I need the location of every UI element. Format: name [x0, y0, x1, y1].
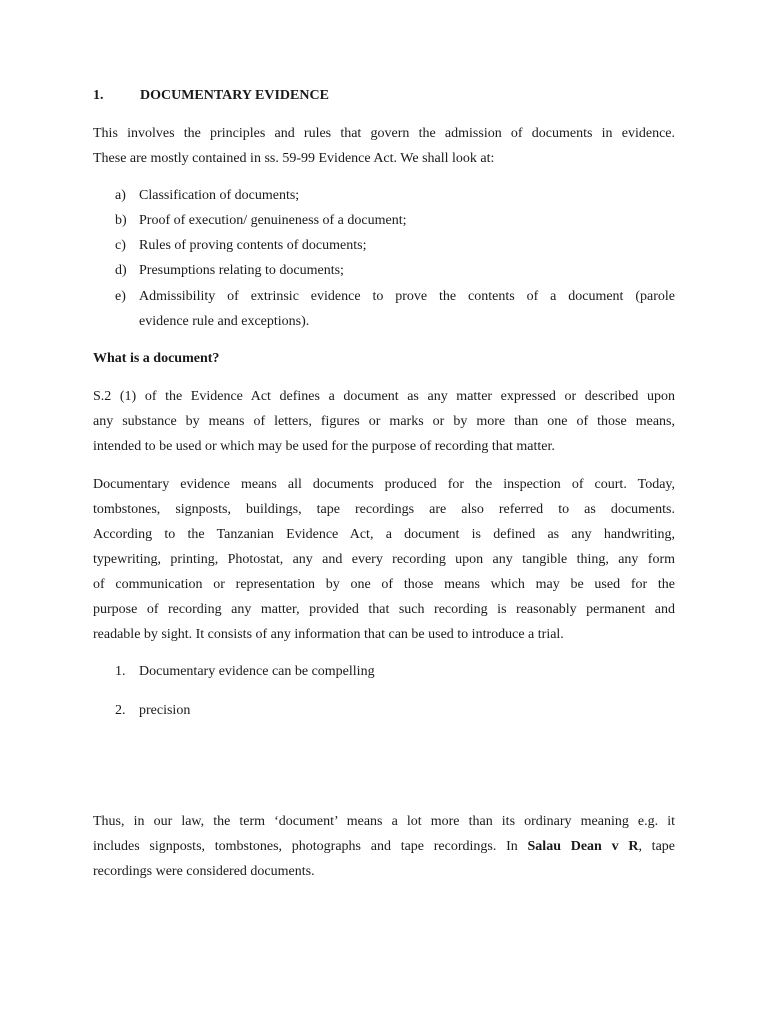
- paragraph-line: According to the Tanzanian Evidence Act, a document is defined as any handwriting,: [93, 527, 675, 542]
- definition-paragraph: [93, 384, 675, 459]
- paragraph-line: of communication or representation by one of those means which may be used for the: [93, 577, 675, 592]
- list-item-text: evidence rule and exceptions).: [139, 314, 310, 329]
- paragraph-line: These are mostly contained in ss. 59-99 Evidence Act. We shall look at:: [93, 151, 495, 166]
- list-item-text: Admissibility of extrinsic evidence to prove the contents of a document (parole: [139, 289, 675, 304]
- list-marker: 2.: [115, 703, 126, 718]
- paragraph-line: typewriting, printing, Photostat, any and every recording upon any tangible thing, any form: [93, 552, 675, 567]
- section-title: DOCUMENTARY EVIDENCE: [140, 88, 329, 103]
- list-marker: d): [115, 263, 127, 278]
- list-item-text: Presumptions relating to documents;: [139, 263, 344, 278]
- paragraph-line: readable by sight. It consists of any information that can be used to introduce a trial.: [93, 627, 564, 642]
- list-marker: a): [115, 188, 126, 203]
- closing-paragraph: [93, 809, 675, 884]
- text-run: , tape: [638, 839, 675, 854]
- paragraph-line: S.2 (1) of the Evidence Act defines a document as any matter expressed or described upon: [93, 389, 675, 404]
- paragraph-line: any substance by means of letters, figures or marks or by more than one of those means,: [93, 414, 675, 429]
- paragraph-line: Documentary evidence means all documents produced for the inspection of court. Today,: [93, 477, 675, 492]
- paragraph-line: purpose of recording any matter, provided that such recording is reasonably permanent and: [93, 602, 675, 617]
- intro-paragraph: [93, 121, 675, 171]
- list-marker: b): [115, 213, 127, 228]
- list-item-text: precision: [139, 703, 191, 718]
- paragraph-line: [93, 834, 675, 859]
- subheading: What is a document?: [93, 351, 220, 366]
- section-heading: [93, 86, 329, 106]
- list-marker: e): [115, 289, 126, 304]
- list-item-text: Classification of documents;: [139, 188, 300, 203]
- paragraph-line: This involves the principles and rules that govern the admission of documents in evidence.: [93, 126, 675, 141]
- list-item-text: Proof of execution/ genuineness of a document;: [139, 213, 407, 228]
- list-marker: c): [115, 238, 126, 253]
- list-item-text: Documentary evidence can be compelling: [139, 664, 375, 679]
- list-marker: 1.: [115, 664, 126, 679]
- paragraph-line: recordings were considered documents.: [93, 864, 315, 879]
- list-item-text: Rules of proving contents of documents;: [139, 238, 367, 253]
- section-number: 1.: [93, 88, 104, 103]
- paragraph-line: tombstones, signposts, buildings, tape recordings are also referred to as documents.: [93, 502, 675, 517]
- text-run: includes signposts, tombstones, photographs and tape recordings. In: [93, 839, 528, 854]
- paragraph-line: Thus, in our law, the term ‘document’ means a lot more than its ordinary meaning e.g. it: [93, 814, 675, 829]
- case-citation: Salau Dean v R: [527, 839, 639, 854]
- paragraph-line: intended to be used or which may be used for the purpose of recording that matter.: [93, 439, 555, 454]
- documentary-evidence-paragraph: [93, 472, 675, 647]
